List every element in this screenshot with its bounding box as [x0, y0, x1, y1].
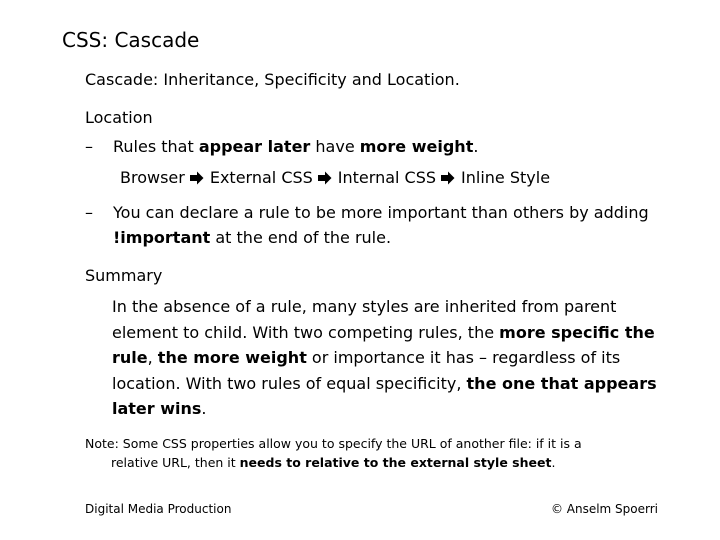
bullet-later-rules [85, 134, 673, 159]
summary-paragraph: In the absence of a rule, many styles are inherited from parent element to child. With two competing rules, the more specific the rule, the more weight or importance it has – regardless of its location. With two rules of equal specificity, the one that appears later wins. [112, 297, 657, 418]
right-arrow-icon [190, 171, 204, 185]
flow-step-external: External CSS [209, 168, 313, 187]
note-line-1: Note: Some CSS properties allow you to specify the URL of another file: if it is a [85, 436, 582, 451]
flow-step-browser: Browser [120, 168, 185, 187]
right-arrow-icon [441, 171, 455, 185]
bullet-text: You can declare a rule to be more important than others by adding !important at the end of the rule. [113, 203, 649, 247]
footer-course: Digital Media Production [85, 502, 232, 516]
bullet-dash: – [85, 137, 93, 156]
slide-title: CSS: Cascade [62, 28, 200, 52]
slide-subtitle: Cascade: Inheritance, Specificity and Location. [85, 70, 460, 89]
flow-step-internal: Internal CSS [337, 168, 437, 187]
cascade-order-flow [120, 168, 550, 187]
right-arrow-icon [318, 171, 332, 185]
bullet-dash: – [85, 203, 93, 222]
location-heading: Location [85, 108, 153, 127]
summary-heading: Summary [85, 266, 163, 285]
note-paragraph [85, 434, 665, 472]
bullet-text: Rules that appear later have more weight. [113, 137, 479, 156]
note-line-2: relative URL, then it needs to relative to the external style sheet. [111, 455, 556, 470]
footer-copyright: © Anselm Spoerri [550, 502, 658, 516]
bullet-important [85, 200, 673, 250]
flow-step-inline: Inline Style [461, 168, 551, 187]
